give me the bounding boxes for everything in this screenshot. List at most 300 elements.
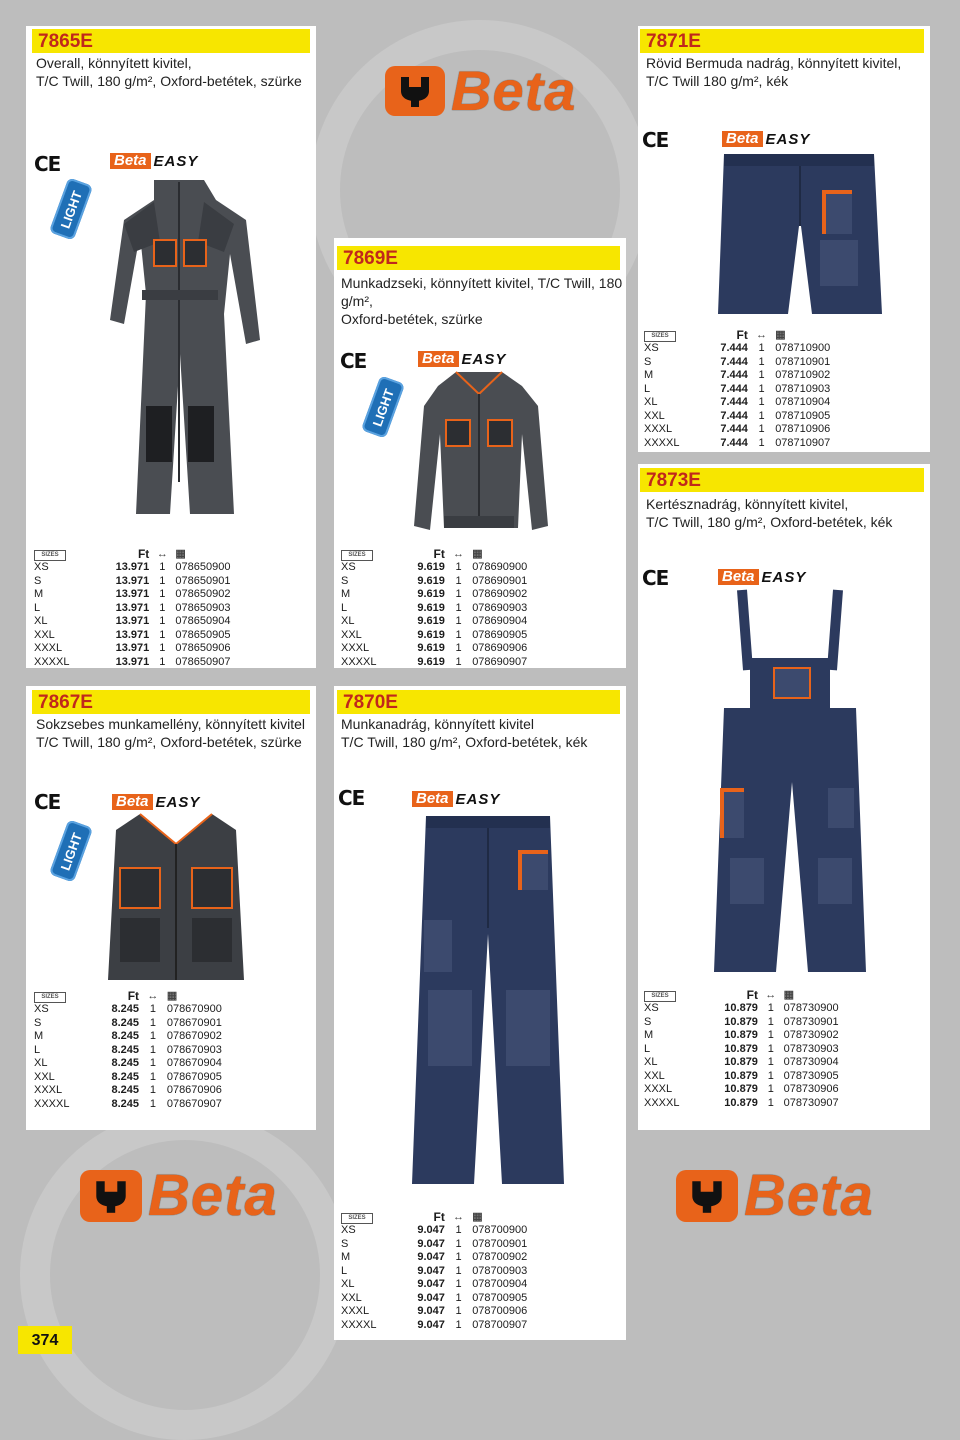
sizes-icon: SIZES [644, 331, 676, 342]
pack-qty-cell: 1 [455, 655, 462, 668]
pack-qty-cell: 1 [159, 628, 166, 641]
size-cell: XXXXL [341, 655, 377, 668]
overall-image [84, 170, 274, 530]
price-cell: 8.245 [111, 1016, 140, 1029]
barcode-icon: ▦ [472, 1210, 483, 1223]
article-number-cell: 078730907 [783, 1096, 839, 1109]
pack-qty-cell: 1 [767, 1096, 774, 1109]
sizes-icon: SIZES [34, 992, 66, 1003]
price-cell: 13.971 [115, 574, 150, 587]
size-cell: XL [341, 615, 355, 627]
article-number-cell: 078730901 [783, 1015, 839, 1028]
pack-qty-cell: 1 [758, 369, 765, 381]
size-row [341, 1305, 609, 1319]
pack-qty-cell: 1 [159, 655, 166, 668]
description-line: Rövid Bermuda nadrág, könnyített kivitel, [646, 55, 902, 71]
size-row [34, 656, 306, 670]
size-cell: XXXL [341, 1305, 370, 1317]
size-cell: XXXL [341, 642, 370, 654]
pack-qty-cell: 1 [149, 1070, 156, 1083]
article-number-cell: 078690907 [472, 655, 528, 668]
barcode-icon: ▦ [175, 547, 186, 560]
article-number-cell: 078650903 [175, 601, 231, 614]
price-cell: 9.619 [417, 642, 445, 654]
size-cell: XXL [341, 1291, 362, 1304]
size-price-table [341, 1208, 609, 1332]
price-cell: 9.047 [417, 1291, 445, 1304]
size-row [34, 1084, 306, 1098]
size-row [34, 1017, 306, 1031]
pack-qty-cell: 1 [455, 1278, 462, 1290]
size-row [644, 1070, 912, 1084]
size-cell: M [644, 1029, 654, 1041]
pack-qty-cell: 1 [149, 1084, 156, 1096]
easy-label: EASY [153, 152, 199, 170]
pack-qty-cell: 1 [159, 588, 166, 600]
price-header: Ft [736, 327, 748, 342]
size-cell: XS [341, 1224, 356, 1236]
size-cell: XL [34, 1057, 48, 1069]
size-cell: XL [341, 1278, 355, 1290]
size-cell: XXXL [34, 1084, 63, 1096]
price-cell: 9.047 [417, 1237, 445, 1250]
article-number-cell: 078730903 [783, 1042, 839, 1055]
article-number-cell: 078650905 [175, 628, 231, 641]
pack-qty-cell: 1 [149, 1030, 156, 1042]
size-price-table [341, 545, 609, 669]
size-cell: L [34, 1043, 41, 1056]
article-number-cell: 078700904 [472, 1278, 528, 1290]
size-price-table [644, 986, 912, 1110]
sizes-icon: SIZES [34, 550, 66, 561]
easy-label: EASY [765, 130, 811, 148]
price-cell: 9.047 [417, 1305, 445, 1317]
pack-qty-cell: 1 [159, 574, 166, 587]
beta-easy-logo [718, 568, 806, 586]
article-number-cell: 078730904 [783, 1056, 839, 1068]
page-number: 374 [18, 1326, 72, 1354]
pack-qty-cell: 1 [758, 396, 765, 408]
pack-qty-cell: 1 [455, 588, 462, 600]
size-cell: L [34, 601, 41, 614]
sizes-icon: SIZES [341, 550, 373, 561]
size-row [34, 615, 306, 629]
barcode-icon: ▦ [472, 547, 483, 560]
product-description [341, 715, 587, 751]
size-row [341, 1251, 609, 1265]
size-row [341, 629, 609, 643]
beta-easy-logo [418, 350, 506, 368]
price-cell: 7.444 [720, 436, 748, 449]
price-cell: 10.879 [724, 1069, 758, 1082]
description-line: Overall, könnyített kivitel, [36, 55, 192, 71]
sizes-icon: SIZES [644, 991, 676, 1002]
pack-qty-cell: 1 [455, 1264, 462, 1277]
size-row [341, 1224, 609, 1238]
size-cell: S [644, 1015, 652, 1028]
beta-label: Beta [718, 569, 759, 585]
pack-qty-cell: 1 [767, 1015, 774, 1028]
size-cell: S [34, 574, 42, 587]
description-line: T/C Twill, 180 g/m², Oxford-betétek, szürke [36, 73, 302, 89]
beta-logo-word: Beta [744, 1163, 874, 1228]
size-row [34, 561, 306, 575]
pack-qty-cell: 1 [767, 1002, 774, 1014]
size-row [34, 1044, 306, 1058]
pack-qty-cell: 1 [455, 1305, 462, 1317]
article-number-cell: 078690900 [472, 561, 528, 573]
article-number-cell: 078710905 [775, 409, 831, 422]
trousers-image [388, 810, 588, 1190]
price-cell: 8.245 [111, 1097, 140, 1110]
size-row [644, 410, 912, 424]
pack-qty-cell: 1 [758, 423, 765, 435]
pack-qty-cell: 1 [149, 1097, 156, 1110]
size-row [34, 642, 306, 656]
size-row [644, 437, 912, 451]
pack-qty-cell: 1 [455, 1291, 462, 1304]
size-row [341, 561, 609, 575]
size-cell: XL [644, 396, 658, 408]
size-cell: M [34, 588, 44, 600]
article-number-cell: 078670907 [166, 1097, 222, 1110]
pack-qty-cell: 1 [159, 601, 166, 614]
product-description [646, 495, 892, 531]
size-cell: XXXXL [644, 436, 680, 449]
article-number-cell: 078710903 [775, 382, 831, 395]
beta-label: Beta [412, 791, 453, 807]
price-cell: 9.047 [417, 1224, 445, 1236]
pack-qty-cell: 1 [149, 1003, 156, 1015]
pack-qty-cell: 1 [455, 628, 462, 641]
beta-label: Beta [418, 351, 459, 367]
size-row [341, 1319, 609, 1333]
pack-qty-cell: 1 [758, 355, 765, 368]
size-cell: M [644, 369, 654, 381]
easy-label: EASY [455, 790, 501, 808]
size-cell: XXL [34, 1070, 55, 1083]
article-number-cell: 078710904 [775, 396, 831, 408]
pack-qty-cell: 1 [455, 561, 462, 573]
pack-qty-cell: 1 [455, 1318, 462, 1331]
pack-icon: ↔ [147, 989, 159, 1002]
size-row [341, 1292, 609, 1306]
description-line: Sokzsebes munkamellény, könnyített kivitel [36, 716, 305, 732]
beta-logo-bottom-right [676, 1162, 874, 1229]
size-cell: XXL [644, 409, 665, 422]
size-cell: M [341, 1251, 351, 1263]
size-cell: XXXL [644, 1083, 673, 1095]
size-cell: XXXL [644, 423, 673, 435]
size-row [341, 1238, 609, 1252]
pack-qty-cell: 1 [149, 1057, 156, 1069]
size-cell: XS [644, 342, 659, 354]
price-cell: 8.245 [111, 1003, 140, 1015]
beta-easy-logo [722, 130, 810, 148]
size-cell: XL [34, 615, 48, 627]
price-cell: 10.879 [724, 1015, 758, 1028]
pack-qty-cell: 1 [455, 601, 462, 614]
pack-qty-cell: 1 [767, 1069, 774, 1082]
price-cell: 9.047 [417, 1251, 445, 1263]
article-number-cell: 078730902 [783, 1029, 839, 1041]
size-row [644, 1043, 912, 1057]
pack-qty-cell: 1 [159, 642, 166, 654]
pack-icon: ↔ [156, 547, 168, 560]
price-cell: 7.444 [720, 396, 748, 408]
easy-label: EASY [461, 350, 507, 368]
price-cell: 7.444 [720, 369, 748, 381]
price-cell: 10.879 [724, 1096, 758, 1109]
easy-label: EASY [761, 568, 807, 586]
article-number-cell: 078690904 [472, 615, 528, 627]
sizes-icon: SIZES [341, 1213, 373, 1224]
description-line: Kertésznadrág, könnyített kivitel, [646, 496, 849, 512]
light-label: LIGHT [369, 386, 397, 428]
price-cell: 9.047 [417, 1278, 445, 1290]
price-header: Ft [433, 546, 445, 561]
size-cell: XS [34, 1003, 49, 1015]
bib-overall-image [690, 588, 890, 978]
beta-easy-logo [110, 152, 198, 170]
size-cell: XXXXL [34, 655, 70, 668]
pack-qty-cell: 1 [767, 1056, 774, 1068]
price-cell: 7.444 [720, 409, 748, 422]
pack-qty-cell: 1 [149, 1016, 156, 1029]
description-line: T/C Twill, 180 g/m², Oxford-betétek, kék [341, 734, 588, 750]
pack-qty-cell: 1 [455, 1224, 462, 1236]
article-number-cell: 078690903 [472, 601, 528, 614]
article-number-cell: 078670903 [166, 1043, 222, 1056]
pack-icon: ↔ [756, 328, 768, 341]
size-cell: S [341, 574, 349, 587]
size-row [34, 1098, 306, 1112]
description-line: T/C Twill, 180 g/m², Oxford-betétek, kék [646, 514, 893, 530]
beta-logo-word: Beta [451, 59, 577, 122]
size-cell: XXL [34, 628, 55, 641]
size-row [644, 396, 912, 410]
size-cell: L [341, 601, 348, 614]
ce-mark: CE [34, 152, 61, 176]
pack-qty-cell: 1 [455, 642, 462, 654]
price-cell: 13.971 [115, 642, 150, 654]
article-number-cell: 078670904 [166, 1057, 222, 1069]
article-number-cell: 078730905 [783, 1069, 839, 1082]
article-number-cell: 078730906 [783, 1083, 839, 1095]
price-cell: 7.444 [720, 423, 748, 435]
shorts-image [710, 150, 890, 325]
size-cell: M [341, 588, 351, 600]
price-cell: 13.971 [115, 601, 150, 614]
pack-icon: ↔ [453, 547, 465, 560]
size-row [341, 602, 609, 616]
price-cell: 8.245 [111, 1084, 140, 1096]
size-cell: XL [644, 1056, 658, 1068]
ce-mark: CE [642, 128, 669, 152]
article-number-cell: 078650906 [175, 642, 231, 654]
barcode-icon: ▦ [775, 328, 786, 341]
size-row [34, 1071, 306, 1085]
size-row [341, 642, 609, 656]
beta-logo-word: Beta [148, 1163, 278, 1228]
price-cell: 9.047 [417, 1318, 445, 1331]
article-number-cell: 078700900 [472, 1224, 528, 1236]
size-row [34, 588, 306, 602]
size-cell: XXXXL [341, 1318, 377, 1331]
size-price-table [644, 326, 912, 450]
pack-qty-cell: 1 [159, 561, 166, 573]
watermark-ring-bottom [20, 1110, 350, 1440]
article-number-cell: 078650904 [175, 615, 231, 627]
barcode-icon: ▦ [166, 989, 178, 1002]
product-description [36, 54, 302, 90]
size-row [644, 1016, 912, 1030]
price-header: Ft [137, 546, 150, 561]
size-row [341, 1265, 609, 1279]
size-row [644, 1029, 912, 1043]
size-price-table [34, 987, 306, 1111]
jacket-image [404, 368, 554, 536]
description-line: T/C Twill, 180 g/m², Oxford-betétek, szürke [36, 734, 302, 750]
price-cell: 9.619 [417, 561, 445, 573]
description-line: T/C Twill 180 g/m², kék [646, 73, 789, 89]
pack-qty-cell: 1 [758, 409, 765, 422]
price-cell: 10.879 [724, 1083, 758, 1095]
article-number-cell: 078670906 [166, 1084, 222, 1096]
article-number-cell: 078710900 [775, 342, 831, 354]
vest-image [96, 808, 256, 984]
pack-qty-cell: 1 [767, 1083, 774, 1095]
size-cell: S [34, 1016, 42, 1029]
product-code: 7871E [640, 29, 924, 53]
size-cell: XXXL [34, 642, 63, 654]
size-cell: S [341, 1237, 349, 1250]
size-row [341, 656, 609, 670]
product-description [646, 54, 901, 90]
article-number-cell: 078710906 [775, 423, 831, 435]
size-price-table [34, 545, 306, 669]
ce-mark: CE [340, 349, 367, 373]
light-label: LIGHT [57, 830, 85, 872]
description-line: Munkanadrág, könnyített kivitel [341, 716, 534, 732]
size-row [34, 1030, 306, 1044]
article-number-cell: 078690901 [472, 574, 528, 587]
article-number-cell: 078710902 [775, 369, 831, 381]
description-line: Oxford-betétek, szürke [341, 311, 483, 327]
pack-qty-cell: 1 [455, 574, 462, 587]
size-cell: XXXXL [644, 1096, 680, 1109]
article-number-cell: 078650900 [175, 561, 231, 573]
article-number-cell: 078690906 [472, 642, 528, 654]
beta-label: Beta [722, 131, 763, 147]
product-description [36, 715, 305, 751]
product-code: 7870E [337, 690, 620, 714]
size-row [644, 1097, 912, 1111]
size-row [644, 423, 912, 437]
price-cell: 9.619 [417, 588, 445, 600]
size-row [341, 615, 609, 629]
size-cell: M [34, 1030, 44, 1042]
price-cell: 9.619 [417, 628, 445, 641]
size-cell: S [644, 355, 652, 368]
pack-qty-cell: 1 [767, 1042, 774, 1055]
article-number-cell: 078710907 [775, 436, 831, 449]
size-cell: XXXXL [34, 1097, 70, 1110]
pack-qty-cell: 1 [767, 1029, 774, 1041]
article-number-cell: 078670901 [166, 1016, 222, 1029]
product-code: 7869E [337, 246, 620, 270]
pack-qty-cell: 1 [455, 1237, 462, 1250]
article-number-cell: 078700903 [472, 1264, 528, 1277]
price-cell: 10.879 [724, 1056, 758, 1068]
description-line: Munkadzseki, könnyített kivitel, T/C Twill, 180 [341, 275, 623, 291]
article-number-cell: 078670902 [166, 1030, 222, 1042]
price-cell: 8.245 [111, 1057, 140, 1069]
size-cell: L [644, 382, 651, 395]
pack-qty-cell: 1 [758, 382, 765, 395]
size-row [644, 1083, 912, 1097]
size-row [644, 383, 912, 397]
ce-mark: CE [34, 790, 61, 814]
article-number-cell: 078670900 [166, 1003, 222, 1015]
article-number-cell: 078700902 [472, 1251, 528, 1263]
description-line: g/m², [341, 293, 373, 309]
price-header: Ft [433, 1209, 445, 1224]
price-cell: 8.245 [111, 1070, 140, 1083]
article-number-cell: 078690902 [472, 588, 528, 600]
barcode-icon: ▦ [783, 988, 794, 1001]
size-row [341, 1278, 609, 1292]
price-cell: 7.444 [720, 342, 748, 354]
price-cell: 10.879 [724, 1042, 758, 1055]
easy-label: EASY [155, 793, 201, 811]
price-cell: 7.444 [720, 382, 748, 395]
price-cell: 7.444 [720, 355, 748, 368]
size-cell: L [644, 1042, 651, 1055]
article-number-cell: 078650901 [175, 574, 231, 587]
price-cell: 13.971 [115, 615, 150, 627]
price-header: Ft [746, 987, 758, 1002]
price-cell: 13.971 [115, 561, 150, 573]
price-cell: 9.619 [417, 601, 445, 614]
size-row [341, 575, 609, 589]
pack-qty-cell: 1 [758, 342, 765, 354]
price-cell: 13.971 [115, 588, 150, 600]
ce-mark: CE [642, 566, 669, 590]
article-number-cell: 078700901 [472, 1237, 528, 1250]
price-cell: 9.619 [417, 615, 445, 627]
ce-mark: CE [338, 786, 365, 810]
pack-qty-cell: 1 [455, 1251, 462, 1263]
beta-label: Beta [112, 794, 153, 810]
article-number-cell: 078700905 [472, 1291, 528, 1304]
beta-logo-top [385, 58, 576, 123]
beta-easy-logo [412, 790, 500, 808]
size-row [644, 369, 912, 383]
size-row [644, 342, 912, 356]
price-cell: 9.619 [417, 574, 445, 587]
size-row [644, 1002, 912, 1016]
price-cell: 8.245 [111, 1043, 140, 1056]
size-cell: XXL [341, 628, 362, 641]
pack-qty-cell: 1 [159, 615, 166, 627]
pack-qty-cell: 1 [455, 615, 462, 627]
size-row [34, 629, 306, 643]
pack-icon: ↔ [765, 988, 777, 1001]
article-number-cell: 078710901 [775, 355, 831, 368]
article-number-cell: 078670905 [166, 1070, 222, 1083]
light-label: LIGHT [57, 188, 85, 230]
